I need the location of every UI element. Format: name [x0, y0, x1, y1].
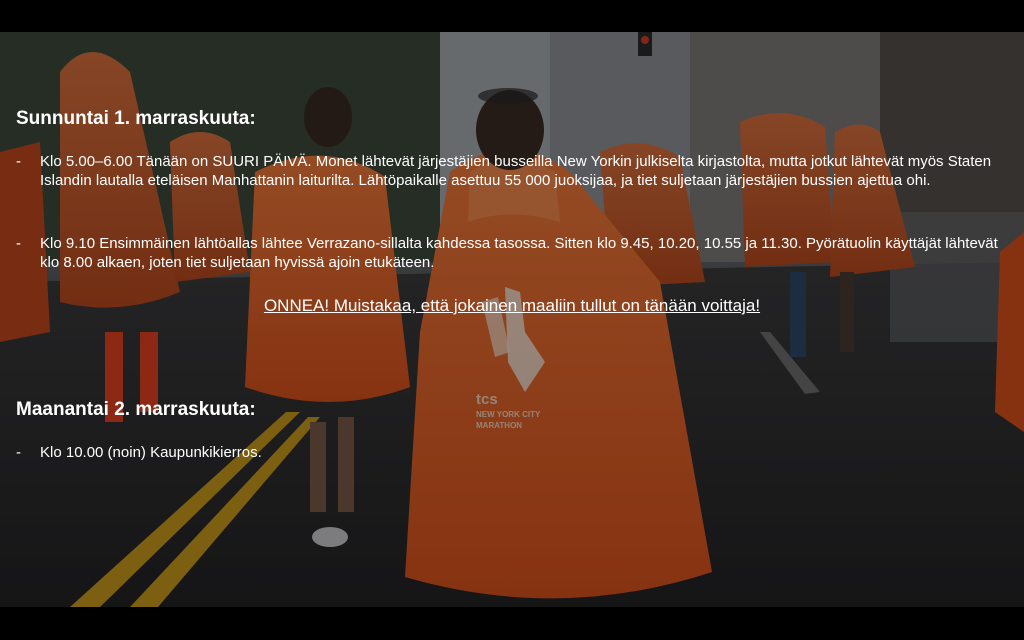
list-item-text: Klo 10.00 (noin) Kaupunkikierros. [40, 444, 262, 461]
cape-logo-tcs: tcs [476, 391, 498, 408]
cape-logo-city: NEW YORK CITY [476, 410, 541, 419]
letterbox-bottom [0, 607, 1024, 640]
bullet-dash: - [16, 153, 21, 170]
slide-content [0, 32, 1024, 607]
list-item-text: Klo 9.10 Ensimmäinen lähtöallas lähtee Verrazano-sillalta kahdessa tasossa. Sitten klo 9.45, 10.20, 10.55 ja 11.30. Pyörätuolin käyttäjät lähtevät klo 8.00 alkaen, joten tiet suljetaan hyvissä ajoin etukäteen. [40, 235, 998, 271]
heading-sunday: Sunnuntai 1. marraskuuta: [16, 108, 256, 129]
slide [0, 32, 1024, 607]
list-item [16, 234, 1006, 272]
list-item [16, 152, 1006, 190]
letterbox-top [0, 0, 1024, 32]
congrats-message: ONNEA! Muistakaa, että jokainen maaliin tullut on tänään voittaja! [263, 296, 761, 315]
bullet-dash: - [16, 444, 21, 461]
bullet-dash: - [16, 235, 21, 252]
list-item-text: Klo 5.00–6.00 Tänään on SUURI PÄIVÄ. Monet lähtevät järjestäjien busseilla New Yorkin julkiselta kirjastolta, mutta jotkut lähtevät myös Staten Islandin lautalla eteläisen Manhattanin laiturilta. Lähtöpaikalle asettuu 55 000 juoksijaa, ja tiet suljetaan järjestäjien bussien ajettua ohi. [40, 153, 992, 189]
heading-monday: Maanantai 2. marraskuuta: [16, 399, 256, 420]
list-item [16, 443, 1006, 462]
cape-logo-marathon: MARATHON [476, 421, 523, 430]
